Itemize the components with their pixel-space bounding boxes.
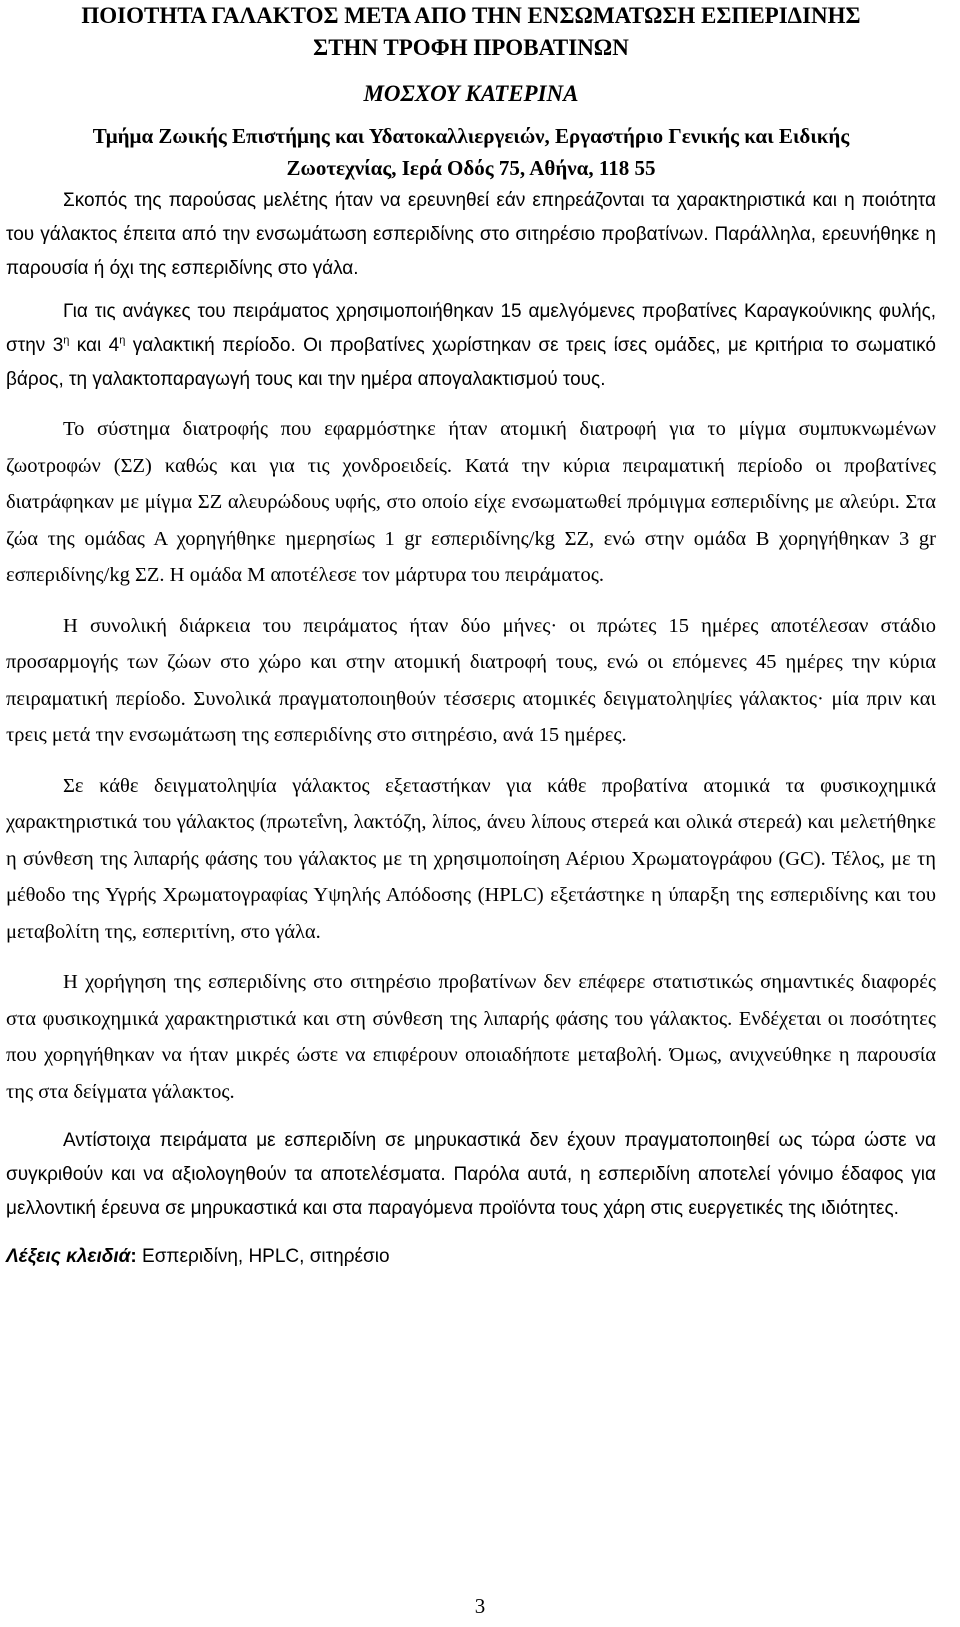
- abstract-paragraph-7: Αντίστοιχα πειράματα με εσπεριδίνη σε μηρυκαστικά δεν έχουν πραγματοποιηθεί ως τώρα ώστε να συγκριθούν και να αξιολογηθούν τα αποτελέσματα. Παρόλα αυτά, η εσπεριδίνη αποτελεί γόνιμο έδαφος για μελλοντική έρευνα σε μηρυκαστικά και στα παραγόμενα προϊόντα τους χάρη στις ευεργετικές της ιδιότητες.: [6, 1130, 936, 1219]
- keywords: [6, 1240, 936, 1274]
- keywords-label: Λέξεις κλειδιά: [6, 1246, 131, 1267]
- affiliation-line-2: Ζωοτεχνίας, Ιερά Οδός 75, Αθήνα, 118 55: [286, 156, 656, 180]
- abstract-paragraph-2: [6, 295, 936, 397]
- p2-text-a: Για τις ανάγκες του πειράματος χρησιμοποιήθηκαν 15 αμελγόμενες προβατίνες Καραγκούνικης φυλής, στην 3: [6, 301, 936, 356]
- page-number: 3: [474, 1594, 486, 1618]
- p2-text-b: και 4: [69, 335, 120, 356]
- author-name: ΜΟΣΧΟΥ ΚΑΤΕΡΙΝΑ: [363, 81, 579, 106]
- affiliation: [6, 120, 936, 184]
- abstract-paragraph-5: Σε κάθε δειγματοληψία γάλακτος εξεταστήκαν για κάθε προβατίνα ατομικά τα φυσικοχημικά χαρακτηριστικά του γάλακτος (πρωτεΐνη, λακτόζη, λίπος, άνευ λίπους στερεά και ολικά στερεά) και μελετήθηκε η σύνθεση της λιπαρής φάσης του γάλακτος με τη χρησιμοποίηση Αέριου Χρωματογράφου (GC). Τέλος, με τη μέθοδο της Υγρής Χρωματογραφίας Υψηλής Απόδοσης (HPLC) εξετάστηκε η ύπαρξη της εσπεριδίνης και του μεταβολίτη της, εσπεριτίνη, στο γάλα.: [6, 774, 936, 943]
- title-line-2: ΣΤΗΝ ΤΡΟΦΗ ΠΡΟΒΑΤΙΝΩΝ: [313, 35, 629, 60]
- document-title: [6, 0, 936, 64]
- p2-text-c: γαλακτική περίοδο. Οι προβατίνες χωρίστηκαν σε τρεις ίσες ομάδες, με κριτήρια το σωματικό βάρος, τη γαλακτοπαραγωγή τους και την ημέρα απογαλακτισμού τους.: [6, 335, 936, 390]
- abstract-paragraph-3: [6, 411, 936, 594]
- affiliation-line-1: Τμήμα Ζωικής Επιστήμης και Υδατοκαλλιεργειών, Εργαστήριο Γενικής και Ειδικής: [92, 124, 850, 148]
- abstract-paragraph-1: Σκοπός της παρούσας μελέτης ήταν να ερευνηθεί εάν επηρεάζονται τα χαρακτηριστικά και η ποιότητα του γάλακτος έπειτα από την ενσωμάτωση εσπεριδίνης στο σιτηρέσιο προβατίνων. Παράλληλα, ερευνήθηκε η παρουσία ή όχι της εσπεριδίνης στο γάλα.: [6, 190, 936, 279]
- p2-superscript-2: η: [119, 334, 126, 347]
- p3-text-b: Κατά την κύρια πειραματική περίοδο οι προβατίνες διατράφηκαν με μίγμα ΣΖ αλευρώδους υφής, στο οποίο είχε ενσωματωθεί πρόμιγμα εσπεριδίνης με αλεύρι. Στα ζώα της ομάδας Α χορηγήθηκε ημερησίως 1 gr εσπεριδίνης/kg ΣΖ, ενώ στην ομάδα Β χορηγήθηκαν 3 gr εσπεριδίνης/kg ΣΖ. Η ομάδα Μ αποτέλεσε τον μάρτυρα του πειράματος.: [6, 454, 936, 586]
- title-line-1: ΠΟΙΟΤΗΤΑ ΓΑΛΑΚΤΟΣ ΜΕΤΑ ΑΠΟ ΤΗΝ ΕΝΣΩΜΑΤΩΣΗ ΕΣΠΕΡΙΔΙΝΗΣ: [81, 3, 861, 28]
- abstract-paragraph-4: Η συνολική διάρκεια του πειράματος ήταν δύο μήνες· οι πρώτες 15 ημέρες αποτέλεσαν στάδιο προσαρμογής των ζώων στο χώρο και στην ατομική διατροφή τους, ενώ οι επόμενες 45 ημέρες την κύρια πειραματική περίοδο. Συνολικά πραγματοποιηθούν τέσσερις ατομικές δειγματοληψίες γάλακτος· μία πριν και τρεις μετά την ενσωμάτωση της εσπεριδίνης στο σιτηρέσιο, ανά 15 ημέρες.: [6, 614, 936, 746]
- p3-text-a: Το σύστημα διατροφής που εφαρμόστηκε ήταν ατομική διατροφή για το μίγμα συμπυκνωμένων ζωοτροφών (ΣΖ) καθώς και για τις χονδροειδείς.: [6, 418, 936, 477]
- keywords-value: Εσπεριδίνη, HPLC, σιτηρέσιο: [136, 1246, 390, 1267]
- keywords-colon: :: [130, 1246, 137, 1267]
- p2-superscript-1: η: [63, 334, 70, 347]
- abstract-paragraph-6: Η χορήγηση της εσπεριδίνης στο σιτηρέσιο προβατίνων δεν επέφερε στατιστικώς σημαντικές διαφορές στα φυσικοχημικά χαρακτηριστικά και στη σύνθεση της λιπαρής φάσης του γάλακτος. Ενδέχεται οι ποσότητες που χορηγήθηκαν να ήταν μικρές ώστε να επιφέρουν οποιαδήποτε μεταβολή. Όμως, ανιχνεύθηκε η παρουσία της στα δείγματα γάλακτος.: [6, 971, 936, 1103]
